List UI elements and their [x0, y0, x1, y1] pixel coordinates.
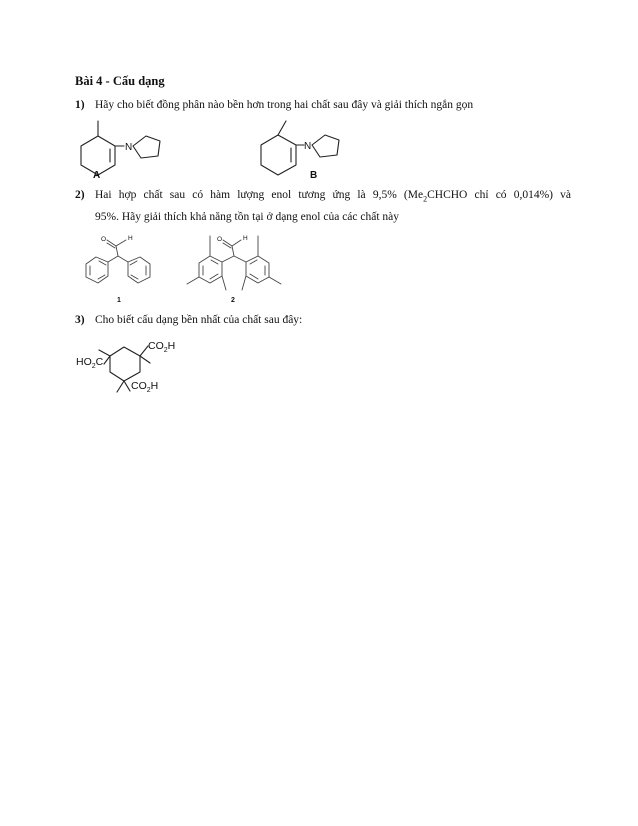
question-2-subscript: 2	[423, 194, 428, 204]
compound-b-label: B	[310, 170, 318, 181]
structure-compound-2	[187, 235, 281, 304]
compound-a-label: A	[93, 170, 101, 181]
structure-compound-1	[86, 235, 150, 304]
structure-question-3	[76, 340, 175, 394]
compound-a-nitrogen-label: N	[125, 142, 133, 153]
compound-2-oxygen-label: O	[217, 236, 223, 243]
question-1-text: Hãy cho biết đồng phân nào bền hơn trong hai chất sau đây và giải thích ngắn gọn	[95, 99, 474, 111]
compound-2-label: 2	[231, 297, 235, 304]
top-carboxyl-label: $CO_2H$	[148, 340, 176, 354]
left-carboxyl-label: $HO_2C$	[76, 356, 104, 370]
question-2-text-part-1: Hai hợp chất sau có hàm lượng enol tương ứng là 9,5% (Me	[95, 189, 424, 201]
structure-compound-b	[261, 121, 339, 181]
question-2-line-2: 95%. Hãy giải thích khả năng tồn tại ở dạng enol của các chất này	[95, 211, 400, 224]
question-3-number: 3)	[75, 314, 85, 326]
structure-compound-a	[81, 121, 160, 181]
question-2-number: 2)	[75, 189, 85, 201]
compound-1-label: 1	[117, 297, 121, 304]
question-2-text-part-2: CHCHO chỉ có 0,014%) và	[427, 189, 571, 201]
compound-1-hydrogen-label: H	[128, 235, 133, 242]
bottom-carboxyl-label: $CO_2H$	[131, 380, 159, 394]
compound-2-hydrogen-label: H	[243, 235, 248, 242]
exercise-title: Bài 4 - Cấu dạng	[75, 74, 165, 88]
question-1-number: 1)	[75, 99, 85, 111]
question-3-text: Cho biết cấu dạng bền nhất của chất sau đây:	[95, 314, 303, 326]
compound-1-oxygen-label: O	[101, 236, 107, 243]
compound-b-nitrogen-label: N	[304, 141, 312, 152]
